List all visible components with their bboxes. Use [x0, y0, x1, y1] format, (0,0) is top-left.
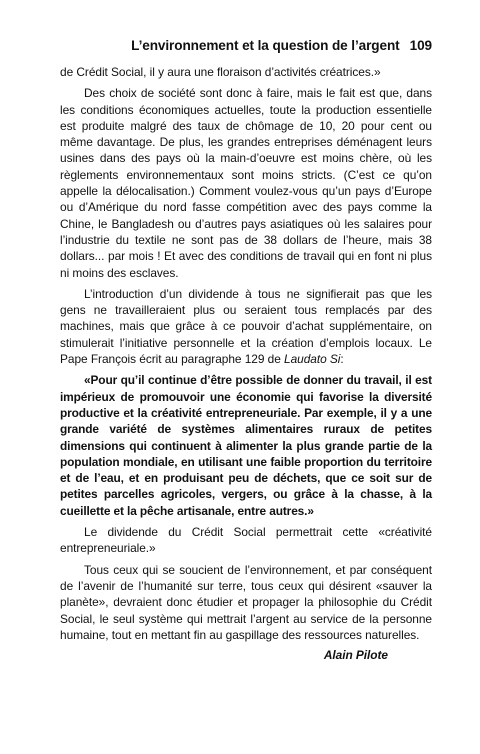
- quote-block: «Pour qu’il continue d’être possible de donner du travail, il est impérieux de promouvoir une économie qui favorise la diversité productive et la créativité entrepreneuriale. Par exemple, il y a une grande variété de systèmes alimentaires ruraux de petites dimensions qui continuent à alimenter la plus grande partie de la population mondiale, en utilisant une faible proportion du territoire et de l’eau, et en produisant peu de déchets, que ce soit sur de petites parcelles agricoles, vergers, ou grâce à la chasse, à la cueillette et la pêche artisanale, entre autres.»: [60, 373, 432, 518]
- paragraph-1: de Crédit Social, il y aura une floraison d’activités créatrices.»: [60, 65, 381, 79]
- paragraph-4: Le dividende du Crédit Social permettrait cette «créativité entrepreneuriale.»: [60, 525, 432, 556]
- paragraph-3: [60, 286, 432, 367]
- page-body: [60, 64, 432, 663]
- paragraph-2: Des choix de société sont donc à faire, mais le fait est que, dans les conditions économiques actuelles, toute la production essentielle est produite malgré des taux de chômage de 10, 20 pour cent ou même davantage. De plus, les grandes entreprises déménagent leurs usines dans des pays où la main-d’oeuvre est moins chère, où les règlements environnementaux sont moins stricts. (C’est ce qu’on appelle la délocalisation.) Comment voulez-vous qu’un pays d’Europe ou d’Amérique du nord fasse compétition avec des pays comme la Chine, le Bangladesh ou d’autres pays asiatiques où les salaires pour l’industrie du textile ne sont pas de 38 dollars de l’heure, mais 38 dollars... par mois ! Et avec des conditions de travail qui en font ni plus ni moins des esclaves.: [60, 86, 432, 280]
- encyclical-title: Laudato Si: [284, 352, 341, 367]
- paragraph-3-colon: :: [340, 352, 344, 367]
- page-number: 109: [409, 38, 432, 53]
- paragraph-3-text: L’introduction d’un dividende à tous ne signifierait pas que les gens ne travailleraient plus ou seraient tous remplacés par des machines, mais que grâce à ce pouvoir d’achat supplémentaire, on stimulerait l’initiative personnelle et la création d’emplois locaux. Le Pape François écrit au paragraphe 129 de: [60, 286, 432, 367]
- chapter-title: L’environnement et la question de l’argent: [131, 38, 400, 53]
- paragraph-5: Tous ceux qui se soucient de l’environnement, et par conséquent de l’avenir de l’humanité sur terre, tous ceux qui désirent «sauver la planète», devraient donc étudier et propager la philosophie du Crédit Social, le seul système qui mettrait l’argent au service de la personne humaine, tout en mettant fin au gaspillage des ressources naturelles.: [60, 562, 432, 642]
- author-signature: Alain Pilote: [323, 648, 388, 663]
- running-header: [60, 38, 432, 53]
